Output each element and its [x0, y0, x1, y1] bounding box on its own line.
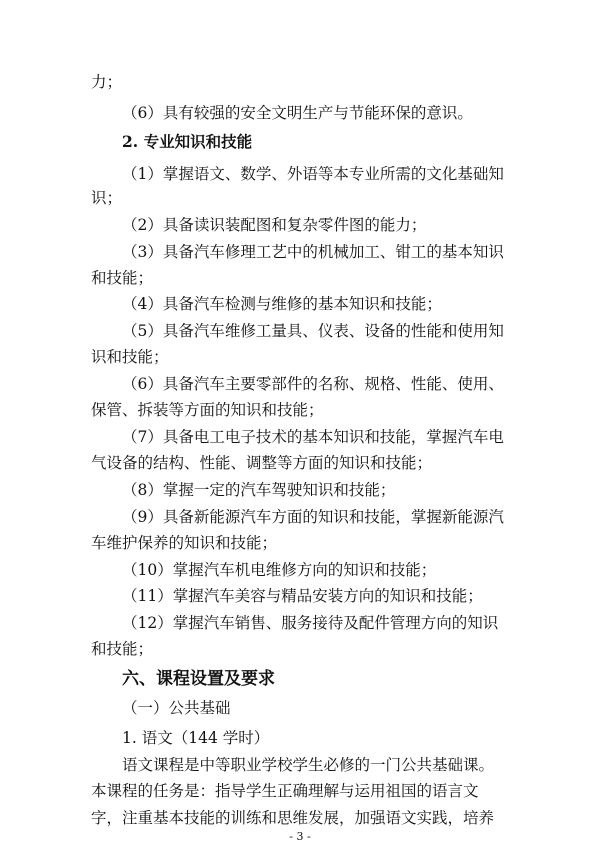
text-line: 力； — [91, 73, 123, 91]
subsection-heading: （一）公共基础 — [122, 699, 231, 717]
text-line: 字，注重基本技能的训练和思维发展，加强语文实践，培养 — [91, 809, 495, 827]
text-line: 气设备的结构、性能、调整等方面的知识和技能； — [91, 454, 433, 472]
text-line: （6）具有较强的安全文明生产与节能环保的意识。 — [122, 104, 473, 122]
text-line: 和技能； — [91, 269, 154, 287]
text-line: 识和技能； — [91, 348, 169, 366]
text-line: （12）掌握汽车销售、服务接待及配件管理方向的知识 — [122, 614, 499, 632]
text-line: （10）掌握汽车机电维修方向的知识和技能； — [122, 561, 437, 579]
text-line: 和技能； — [91, 640, 154, 658]
text-line: 保管、拆装等方面的知识和技能； — [91, 401, 324, 419]
text-line: （5）具备汽车维修工量具、仪表、设备的性能和使用知 — [122, 322, 504, 340]
text-line: 语文课程是中等职业学校学生必修的一门公共基础课。 — [122, 756, 495, 774]
text-line: （11）掌握汽车美容与精品安装方向的知识和技能； — [122, 587, 483, 605]
text-line: （4）具备汽车检测与维修的基本知识和技能； — [122, 295, 442, 313]
text-line: （3）具备汽车修理工艺中的机械加工、钳工的基本知识 — [122, 243, 504, 261]
course-heading: 1. 语文（144 学时） — [122, 729, 270, 747]
chapter-heading: 六、课程设置及要求 — [122, 669, 275, 689]
text-line: （6）具备汽车主要零部件的名称、规格、性能、使用、 — [122, 375, 504, 393]
text-line: （7）具备电工电子技术的基本知识和技能，掌握汽车电 — [122, 428, 504, 446]
section-heading: 2. 专业知识和技能 — [122, 132, 253, 151]
text-line: （9）具备新能源汽车方面的知识和技能，掌握新能源汽 — [122, 508, 504, 526]
text-line: （1）掌握语文、数学、外语等本专业所需的文化基础知 — [122, 165, 504, 183]
text-line: （8）掌握一定的汽车驾驶知识和技能； — [122, 481, 396, 499]
text-line: 识； — [91, 189, 123, 207]
page-number: - 3 - — [289, 830, 311, 843]
text-line: 车维护保养的知识和技能； — [91, 534, 278, 552]
text-line: （2）具备读识装配图和复杂零件图的能力； — [122, 216, 427, 234]
text-line: 本课程的任务是：指导学生正确理解与运用祖国的语言文 — [91, 782, 479, 800]
